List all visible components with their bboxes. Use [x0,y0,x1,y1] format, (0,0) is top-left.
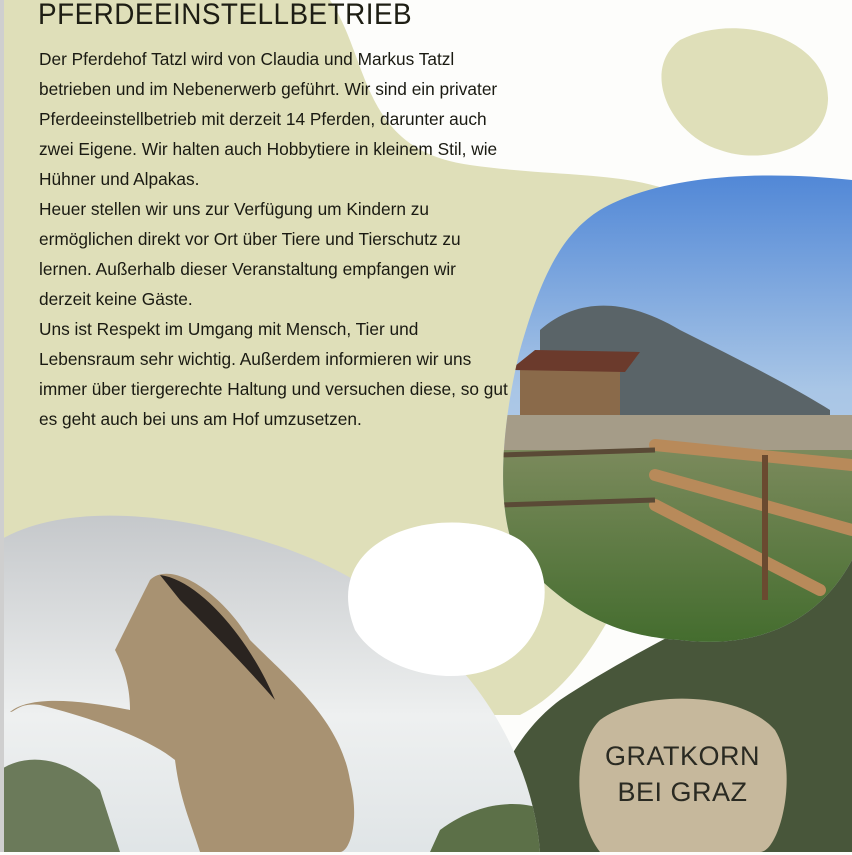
paragraph-event: Heuer stellen wir uns zur Verfügung um Kindern zu ermöglichen direkt vor Ort über Tiere und Tierschutz zu lernen. Außerhalb dieser Veranstaltung empfangen wir derzeit keine Gäste. [39,199,461,309]
paragraph-intro: Der Pferdehof Tatzl wird von Claudia und Markus Tatzl betrieben und im Nebenerwerb geführt. Wir sind ein privater Pferdeeinstellbetrieb mit derzeit 14 Pferden, darunter auch zwei Eigene. Wir halten auch Hobbytiere in kleinem Stil, wie Hühner und Alpakas. [39,49,498,189]
paragraph-values: Uns ist Respekt im Umgang mit Mensch, Tier und Lebensraum sehr wichtig. Außerdem informieren wir uns immer über tiergerechte Haltung und versuchen diese, so gut es geht auch bei uns am Hof umzusetzen. [39,319,508,429]
location-line2: BEI GRAZ [617,777,748,807]
description-text [39,44,509,434]
location-badge [580,705,785,855]
left-edge-stripe [0,0,4,852]
page-title: PFERDEEINSTELLBETRIEB [38,0,413,31]
location-line1: GRATKORN [604,741,760,771]
